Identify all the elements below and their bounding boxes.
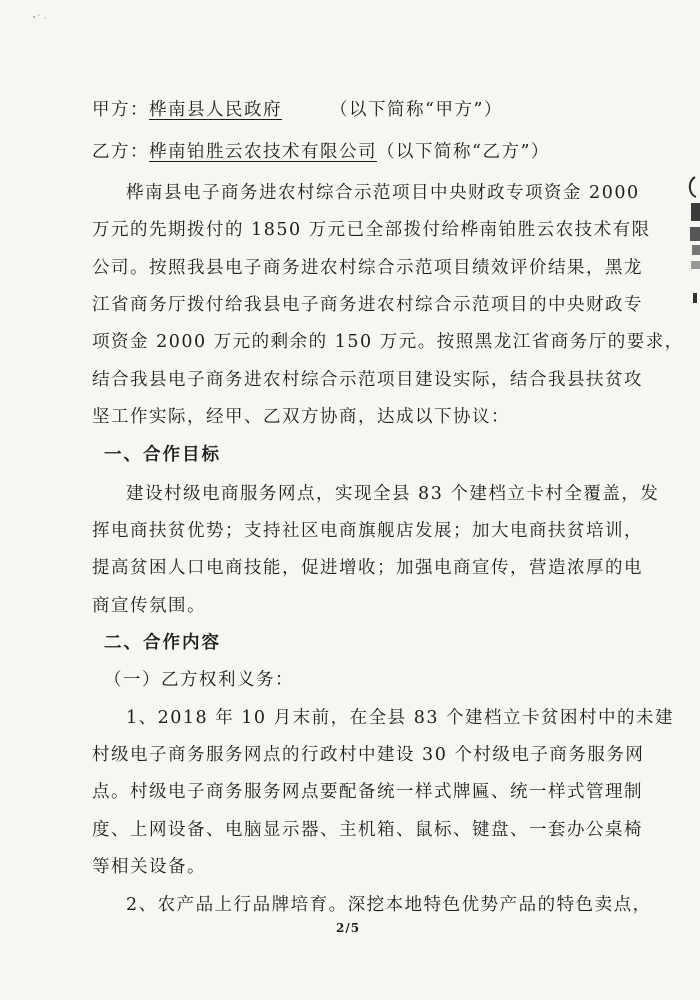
item-2-line-1: 2、农产品上行品牌培育。深挖本地特色优势产品的特色卖点， [126,895,652,915]
intro-line-7: 坚工作实际，经甲、乙双方协商，达成以下协议： [92,407,510,427]
intro-line-2: 万元的先期拨付的 1850 万元已全部拨付给桦南铂胜云农技术有限 [92,220,651,240]
intro-line-1: 桦南县电子商务进农村综合示范项目中央财政专项资金 2000 [126,183,640,203]
party-b-name: 桦南铂胜云农技术有限公司 [149,142,377,162]
section-1-line-4: 商宣传氛围。 [92,596,206,616]
item-1-line-5: 等相关设备。 [92,857,206,877]
party-b-label: 乙方： [92,142,149,162]
section-2-subheading: （一）乙方权利义务： [104,670,294,690]
intro-line-6: 结合我县电子商务进农村综合示范项目建设实际，结合我县扶贫攻 [92,370,643,390]
section-1-line-1: 建设村级电商服务网点，实现全县 83 个建档立卡村全覆盖，发 [126,484,660,504]
scan-speck-mark [30,12,50,22]
party-b-line [92,138,550,163]
party-a-label: 甲方： [92,100,149,120]
party-a-line [92,96,503,121]
party-a-note: （以下简称“甲方”） [330,100,503,120]
section-1-line-3: 提高贫困人口电商技能，促进增收；加强电商宣传，营造浓厚的电 [92,558,643,578]
item-1-line-4: 度、上网设备、电脑显示器、主机箱、鼠标、键盘、一套办公桌椅 [92,820,643,840]
item-1-line-3: 点。村级电子商务服务网点要配备统一样式牌匾、统一样式管理制 [92,782,643,802]
section-1-heading: 一、合作目标 [104,445,221,465]
item-1-line-2: 村级电子商务服务网点的行政村中建设 30 个村级电子商务服务网 [92,745,645,765]
section-1-line-2: 挥电商扶贫优势；支持社区电商旗舰店发展；加大电商扶贫培训， [92,521,643,541]
party-a-name: 桦南县人民政府 [149,100,282,120]
item-1-line-1: 1、2018 年 10 月末前，在全县 83 个建档立卡贫困村中的未建 [126,708,675,728]
scan-edge-artifact [686,175,700,305]
intro-line-5: 项资金 2000 万元的剩余的 150 万元。按照黑龙江省商务厅的要求， [92,332,684,352]
intro-line-3: 公司。按照我县电子商务进农村综合示范项目绩效评价结果，黑龙 [92,258,643,278]
intro-line-4: 江省商务厅拨付给我县电子商务进农村综合示范项目的中央财政专 [92,295,643,315]
section-2-heading: 二、合作内容 [104,633,221,653]
page-number: 2/5 [336,921,361,935]
party-b-note: （以下简称“乙方”） [377,142,550,162]
